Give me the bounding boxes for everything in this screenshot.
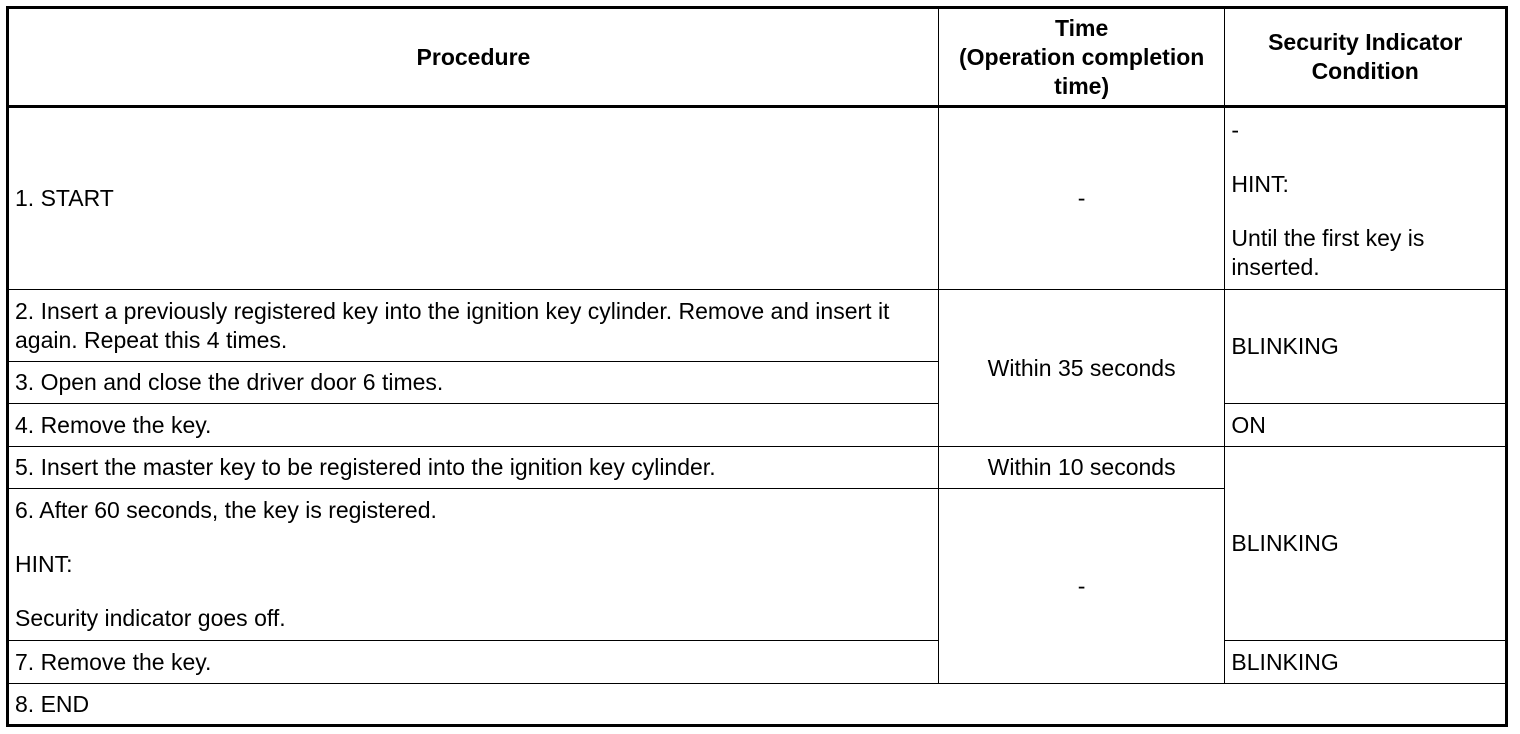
header-indicator [1225,8,1507,107]
table-row [8,641,1507,684]
header-time-line2: (Operation completion [958,43,1205,70]
procedure-hint: HINT: [15,551,73,577]
header-row [8,8,1507,107]
indicator-cell: BLINKING [1225,641,1507,684]
header-indicator-line2: Condition [1311,58,1419,84]
time-cell: Within 10 seconds [938,447,1225,489]
time-cell: - [938,489,1225,684]
indicator-cell: ON [1225,404,1507,447]
header-time [938,8,1225,107]
indicator-cell [1225,107,1507,290]
header-time-line3: time) [1054,72,1110,99]
procedure-cell: 7. Remove the key. [8,641,939,684]
table-row [8,290,1507,362]
time-cell: Within 35 seconds [938,290,1225,447]
indicator-cell: BLINKING [1225,290,1507,404]
procedure-note: Security indicator goes off. [15,605,286,631]
procedure-cell: 1. START [8,107,939,290]
indicator-hint: HINT: [1231,170,1289,197]
procedure-cell: 3. Open and close the driver door 6 times. [8,362,939,404]
table-row [8,404,1507,447]
procedure-cell: 5. Insert the master key to be registered into the ignition key cylinder. [8,447,939,489]
table-row [8,447,1507,489]
procedure-cell [8,489,939,641]
procedure-text: 6. After 60 seconds, the key is registered. [15,497,437,523]
header-indicator-line1: Security Indicator [1268,29,1463,55]
procedure-table [6,6,1508,727]
header-time-line1: Time [1055,14,1109,41]
procedure-cell: 8. END [8,684,1507,726]
indicator-dash: - [1231,116,1240,143]
header-procedure: Procedure [8,8,939,107]
indicator-note: Until the first key is inserted. [1231,224,1425,280]
procedure-cell: 2. Insert a previously registered key into the ignition key cylinder. Remove and insert it again. Repeat this 4 times. [8,290,939,362]
table-row [8,107,1507,290]
procedure-cell: 4. Remove the key. [8,404,939,447]
table-row [8,684,1507,726]
indicator-cell: BLINKING [1225,447,1507,641]
time-cell: - [938,107,1225,290]
